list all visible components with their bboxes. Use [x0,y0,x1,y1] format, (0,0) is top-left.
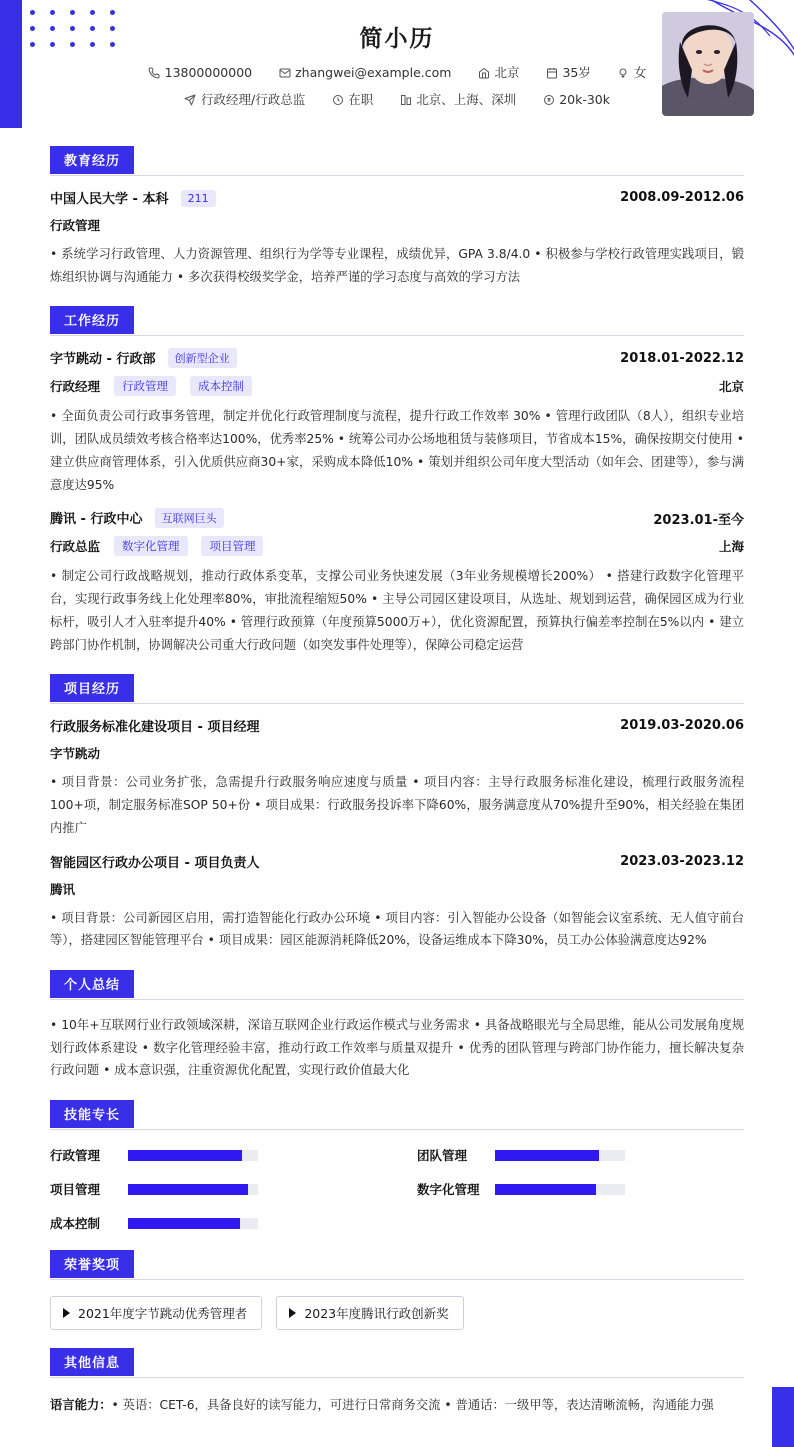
work-date: 2023.01-至今 [653,512,744,528]
work-date: 2018.01-2022.12 [620,350,744,366]
skill-bar [495,1184,625,1195]
work-company: 字节跳动 - 行政部 [50,352,156,368]
home-icon [477,67,490,80]
divider [50,998,744,1000]
skill-bar-fill [128,1150,242,1161]
mail-icon [278,67,291,80]
section-project [50,656,744,952]
education-date: 2008.09-2012.06 [620,190,744,205]
contact-phone [148,65,252,80]
work-desc: • 全面负责公司行政事务管理，制定并优化行政管理制度与流程，提升行政工作效率 30% • 管理行政团队（8人），组织专业培训，团队成员绩效考核合格率达100%，优秀率25% • 统筹公司办公场地租赁与装修项目，节省成本15%，确保按期交付使用 • 建立供应商管理体系，引入优质供应商30+家，采购成本降低10% • 策划并组织公司年度大型活动（如年会、团建等），参与满意度达95% [50,409,745,492]
skill-bar [495,1150,625,1161]
honor-item[interactable] [276,1296,463,1330]
salary-icon [542,94,555,107]
project-desc: • 项目背景：公司业务扩张，急需提升行政服务响应速度与质量 • 项目内容：主导行政服务标准化建设，梳理行政服务流程100+项，制定服务标准SOP 50+份 • 项目成果：行政服务投诉率下降60%，服务满意度从70%提升至90%，相关经验在集团内推广 [50,775,744,835]
skill-bar-fill [495,1150,599,1161]
job-locations-text: 北京、上海、深圳 [416,92,517,107]
project-desc: • 项目背景：公司新园区启用，需打造智能化行政办公环境 • 项目内容：引入智能办公设备（如智能会议室系统、无人值守前台等），搭建园区智能管理平台 • 项目成果：园区能源消耗降低20%，设备运维成本下降30%，员工办公体验满意度达92% [50,910,744,948]
education-school-line [50,188,216,207]
project-company: 字节跳动 [50,746,101,762]
skill-name: 团队管理 [417,1148,468,1164]
other-text: • 英语：CET-6，具备良好的读写能力，可进行日常商务交流 • 普通话：一级甲等，表达清晰流畅，沟通能力强 [111,1398,714,1413]
page-title: 简小历 [359,26,435,52]
job-locations [399,90,516,108]
skill-item [417,1180,744,1198]
skill-item [50,1146,377,1164]
contact-gender-text: 女 [633,65,647,80]
skill-name: 项目管理 [50,1182,101,1198]
other-info-row [50,1378,744,1417]
skill-bar [128,1184,258,1195]
work-badge: 互联网巨头 [155,508,224,528]
project-company: 腾讯 [50,881,76,897]
work-role: 行政经理 [50,379,101,395]
job-status-text: 在职 [348,92,374,107]
work-tag: 项目管理 [201,536,263,556]
entry-head [50,508,744,528]
skill-bar [128,1150,258,1161]
portrait-illustration [662,12,754,116]
work-tag: 成本控制 [190,376,252,396]
project-entry [50,704,744,839]
contact-city-text: 北京 [494,65,520,80]
other-label: 语言能力： [50,1398,112,1413]
contact-city [477,63,519,81]
section-title-summary: 个人总结 [50,970,134,998]
skill-name: 成本控制 [50,1216,101,1232]
phone-icon [148,67,161,80]
contact-age [545,63,590,81]
work-role: 行政总监 [50,539,101,555]
entry-head [50,716,744,735]
contact-gender [617,63,647,81]
section-title-education: 教育经历 [50,146,134,174]
work-company-line [50,348,237,368]
avatar [662,12,754,116]
play-triangle-icon [63,1308,70,1318]
gender-icon [617,67,630,80]
education-school: 中国人民大学 - 本科 [50,192,169,207]
section-title-other: 其他信息 [50,1348,134,1376]
project-date: 2019.03-2020.06 [620,718,744,734]
section-honors [50,1232,744,1330]
skills-grid [50,1130,744,1232]
resume-body [0,128,794,1447]
job-target-text: 行政经理/行政总监 [200,92,306,107]
work-city: 上海 [718,539,744,555]
entry-head [50,188,744,207]
entry-head [50,348,744,368]
section-title-skills: 技能专长 [50,1100,134,1128]
education-entry [50,176,744,288]
contact-age-text: 35岁 [562,65,591,80]
entry-head [50,852,744,871]
job-target [184,90,305,108]
location-icon [399,94,412,107]
honor-label: 2021年度字节跳动优秀管理者 [78,1306,248,1322]
skill-name: 行政管理 [50,1148,101,1164]
work-company-line [50,508,224,528]
work-role-tags [50,536,263,556]
work-city: 北京 [718,379,744,395]
section-title-honors: 荣誉奖项 [50,1250,134,1278]
project-entry [50,840,744,952]
project-date: 2023.03-2023.12 [620,853,744,869]
skill-bar-fill [495,1184,596,1195]
education-desc: • 系统学习行政管理、人力资源管理、组织行为学等专业课程，成绩优异，GPA 3.8/4.0 • 积极参与学校行政管理实践项目，锻炼组织协调与沟通能力 • 多次获得校级奖学金，培养严谨的学习态度与高效的学习方法 [50,247,745,284]
work-tag: 数字化管理 [114,536,188,556]
work-role-row [50,536,744,556]
play-triangle-icon [289,1308,296,1318]
work-badge: 创新型企业 [168,348,237,368]
summary-text: • 10年+互联网行业行政领域深耕，深谙互联网企业行政运作模式与业务需求 • 具备战略眼光与全局思维，能从公司发展角度规划行政体系建设 • 数字化管理经验丰富，推动行政工作效率与质量双提升 • 优秀的团队管理与跨部门协作能力，擅长解决复杂行政问题 • 成本意识强，注重资源优化配置，实现行政价值最大化 [50,1018,744,1078]
work-entry [50,336,744,496]
skill-bar [128,1218,258,1229]
skill-bar-fill [128,1218,240,1229]
section-work [50,288,744,656]
work-desc: • 制定公司行政战略规划，推动行政体系变革，支撑公司业务快速发展（3年业务规模增长200%） • 搭建行政数字化管理平台，实现行政事务线上化处理率80%，审批流程缩短50% • 主导公司园区建设项目，从选址、规划到运营，确保园区成为行业标杆，吸引人才入驻率提升40% • 管理行政预算（年度预算5000万+），优化资源配置，预算执行偏差率控制在5%以内 • 建立跨部门协作机制，协调解决公司重大行政问题（如突发事件处理等），保障公司稳定运营 [50,569,744,652]
skill-item [50,1214,377,1232]
send-icon [184,94,197,107]
skill-name: 数字化管理 [417,1182,480,1198]
skill-item [417,1146,744,1164]
section-title-work: 工作经历 [50,306,134,334]
status-icon [331,94,344,107]
work-tag: 行政管理 [114,376,176,396]
salary-expectation [542,92,610,107]
honors-list [50,1280,744,1330]
section-title-project: 项目经历 [50,674,134,702]
resume-header [0,0,794,128]
section-summary [50,952,744,1082]
education-badge: 211 [181,190,216,207]
project-title: 智能园区行政办公项目 - 项目负责人 [50,855,260,871]
honor-label: 2023年度腾讯行政创新奖 [304,1306,449,1322]
work-role-tags [50,376,252,396]
project-title: 行政服务标准化建设项目 - 项目经理 [50,720,260,736]
section-education [50,128,744,288]
work-entry [50,496,744,656]
right-accent-bar [772,1387,794,1447]
contact-email-text: zhangwei@example.com [295,65,452,80]
calendar-icon [545,67,558,80]
salary-expectation-text: 20k-30k [559,92,610,107]
skill-bar-fill [128,1184,248,1195]
work-company: 腾讯 - 行政中心 [50,512,143,528]
job-status [331,90,373,108]
skill-item [50,1180,377,1198]
honor-item[interactable] [50,1296,262,1330]
education-major: 行政管理 [50,218,101,233]
contact-email [278,65,451,80]
work-role-row [50,376,744,396]
section-skills [50,1082,744,1232]
section-other [50,1330,744,1417]
contact-phone-text: 13800000000 [164,65,253,80]
